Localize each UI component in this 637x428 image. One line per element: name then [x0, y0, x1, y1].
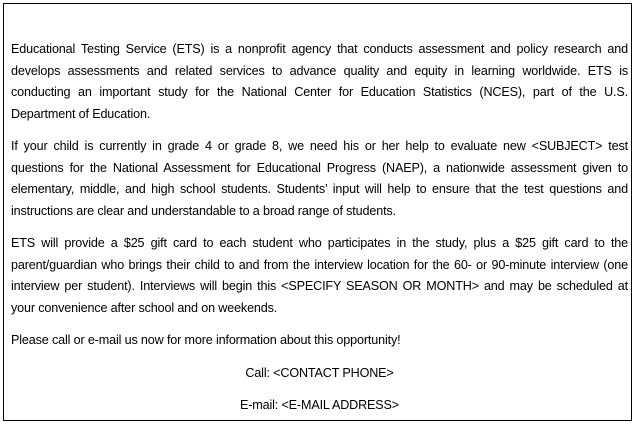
paragraph-child-grade: If your child is currently in grade 4 or grade 8, we need his or her help to evaluate new <SUBJECT> test questions for the National Assessment for Educational Progress (NAEP), a nationwide assessment given to elementary, middle, and high school students. Students’ input will help to ensure that the test questions and instructions are clear and understandable to a broad range of students. [11, 139, 628, 218]
flyer-body [11, 39, 628, 428]
paragraph-gift-card: ETS will provide a $25 gift card to each student who participates in the study, plus a $25 gift card to the parent/guardian who brings their child to and from the interview location for the 60- or 90-minute interview (one interview per student). Interviews will begin this <SPECIFY SEASON OR MONTH> and may be scheduled at your convenience after school and on weekends. [11, 236, 628, 315]
paragraph-call-to-action: Please call or e-mail us now for more information about this opportunity! [11, 333, 401, 347]
contact-email: E-mail: <E-MAIL ADDRESS> [240, 398, 399, 412]
paragraph-ets-intro: Educational Testing Service (ETS) is a nonprofit agency that conducts assessment and policy research and develops assessments and related services to advance quality and equity in learning worldwide. ETS is conducting an important study for the National Center for Education Statistics (NCES), part of the U.S. Department of Education. [11, 42, 628, 121]
contact-phone: Call: <CONTACT PHONE> [245, 365, 394, 380]
